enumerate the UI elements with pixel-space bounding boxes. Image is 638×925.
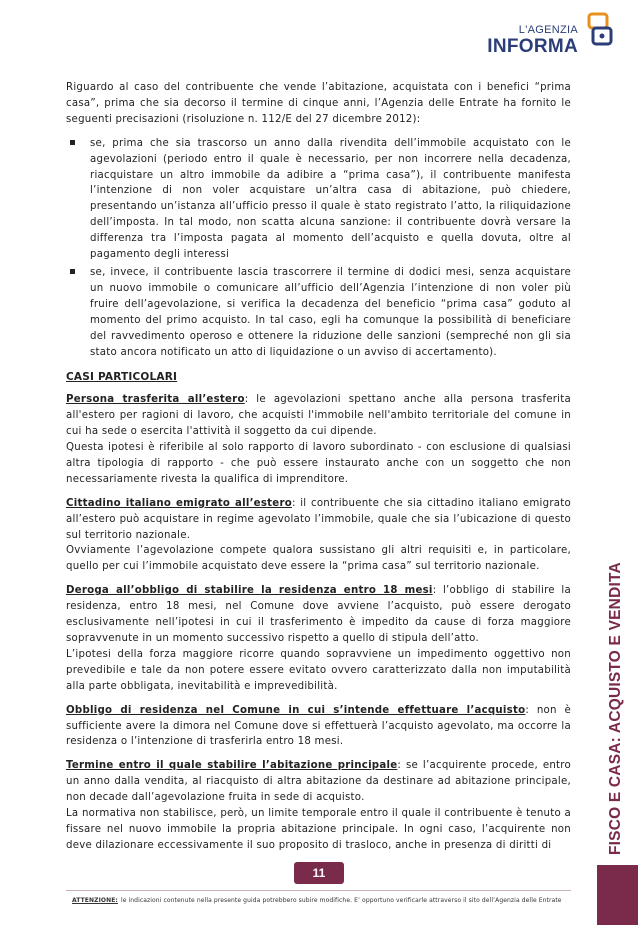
agenzia-informa-logo [487,10,614,60]
case-heading: Cittadino italiano emigrato all’estero [66,497,292,509]
logo-line2: INFORMA [487,36,578,57]
logo-line1: L'AGENZIA [518,24,578,36]
side-accent-bar [597,865,638,925]
case-text: : se l’acquirente procede, entro un anno dalla vendita, al riacquisto di altra abitazione da destinare ad abitazione principale, non decade dall’agevolazione fruita in sede di acquisto. [66,760,571,804]
case-extra: L’ipotesi della forza maggiore ricorre quando sopravviene un impedimento oggettivo non prevedibile e tale da non potere essere evitato ovvero caratterizzato dalla non imputabilità alla parte obbligata, inevitabilità e imprevedibilità. [66,648,571,692]
case-heading: Termine entro il quale stabilire l’abitazione principale [66,760,398,772]
bullet-text: se, prima che sia trascorso un anno dalla rivendita dell’immobile acquistato con le agevolazioni (periodo entro il quale è necessario, per non incorrere nella decadenza, riacquistare un altro immobile da adibire a “prima casa”), il contribuente manifesta l’intenzione di non voler acquistare un’altra casa di abitazione, può chiedere, presentando un’istanza all’ufficio presso il quale è stato registrato l’atto, la riliquidazione dell’imposta. In tal modo, non scatta alcuna sanzione: il contribuente dovrà versare la differenza tra l’imposta pagata al momento dell’acquisto e quella dovuta, oltre al pagamento degli interessi [90,137,571,261]
case-extra: La normativa non stabilisce, però, un limite temporale entro il quale il contribuente è tenuto a fissare nel nuovo immobile la propria abitazione principale. In ogni caso, l’acquirente non deve dilazionare eccessivamente il suo proposito di trasloco, anche in presenza di diritti di [66,808,571,851]
case-extra: Questa ipotesi è riferibile al solo rapporto di lavoro subordinato - con esclusione di qualsiasi altra tipologia di rapporto - che può essere instaurato anche con un soggetto che non necessariamente rivesta la qualifica di imprenditore. [66,442,571,485]
bullet-list [66,136,571,361]
square-bullet-icon [70,140,75,145]
side-section-label: FISCO E CASA: ACQUISTO E VENDITA [607,562,624,855]
case-text: : le agevolazioni spettano anche alla persona trasferita all'estero per ragioni di lavoro, che acquisti l'immobile nell'ambito territoriale del comune in cui ha sede o esercita l'attività il soggetto da cui dipende. [66,394,571,438]
logo-mark-icon [586,12,614,48]
list-item [66,136,571,263]
case-extra: Ovviamente l’agevolazione compete qualora sussistano gli altri requisiti e, in particolare, quello per cui l’immobile acquistato deve essere la “prima casa” sul territorio nazionale. [66,545,571,573]
footer-attention-label: ATTENZIONE: [72,897,118,904]
intro-paragraph: Riguardo al caso del contribuente che vende l’abitazione, acquistata con i benefici “prima casa”, prima che sia decorso il termine di cinque anni, l’Agenzia delle Entrate ha fornito le seguenti precisazioni (risoluzione n. 112/E del 27 dicembre 2012): [66,82,571,125]
footer-text: le indicazioni contenute nella presente guida potrebbero subire modifiche. E’ opportuno verificarle attraverso il sito dell’Agenzia delle Entrate [120,897,562,904]
case-heading: Persona trasferita all’estero [66,394,245,406]
main-content [66,80,571,862]
list-item [66,265,571,360]
case-section [66,703,571,751]
footer-divider [66,890,571,891]
case-section [66,583,571,694]
case-heading: Deroga all’obbligo di stabilire la residenza entro 18 mesi [66,585,433,597]
case-heading: Obbligo di residenza nel Comune in cui s’intende effettuare l’acquisto [66,704,526,716]
case-section [66,392,571,487]
bullet-text: se, invece, il contribuente lascia trascorrere il termine di dodici mesi, senza acquistare un nuovo immobile o comunicare all’ufficio dell’Agenzia l’intenzione di non voler più fruire dell’agevolazione, si verifica la decadenza del beneficio “prima casa” goduto al momento del primo acquisto. In tal caso, egli ha comunque la possibilità di beneficiare del ravvedimento operoso e ottenere la riduzione delle sanzioni (sempreché non gli sia stato ancora notificato un atto di liquidazione o un avviso di accertamento). [90,266,571,358]
footer-note [72,897,562,904]
square-bullet-icon [70,269,75,274]
page-number: 11 [294,862,344,884]
case-text: : l’obbligo di stabilire la residenza, entro 18 mesi, nel Comune dove avviene l’acquisto, può essere derogato esclusivamente nell’ipotesi in cui il trasferimento è impedito da cause di forza maggiore sopravvenute in un momento successivo rispetto a quello di stipula dell’atto. [66,585,571,644]
case-section [66,496,571,576]
case-text: : il contribuente che sia cittadino italiano emigrato all’estero può acquistare in regime agevolato l’immobile, quale che sia l’ubicazione di questo sul territorio nazionale. [66,497,572,541]
case-text: : non è sufficiente avere la dimora nel Comune dove si effettuerà l’acquisto agevolato, ma occorre la residenza o l’intenzione di trasferirla entro 18 mesi. [66,704,571,748]
section-heading: CASI PARTICOLARI [66,371,178,384]
case-section [66,758,571,853]
